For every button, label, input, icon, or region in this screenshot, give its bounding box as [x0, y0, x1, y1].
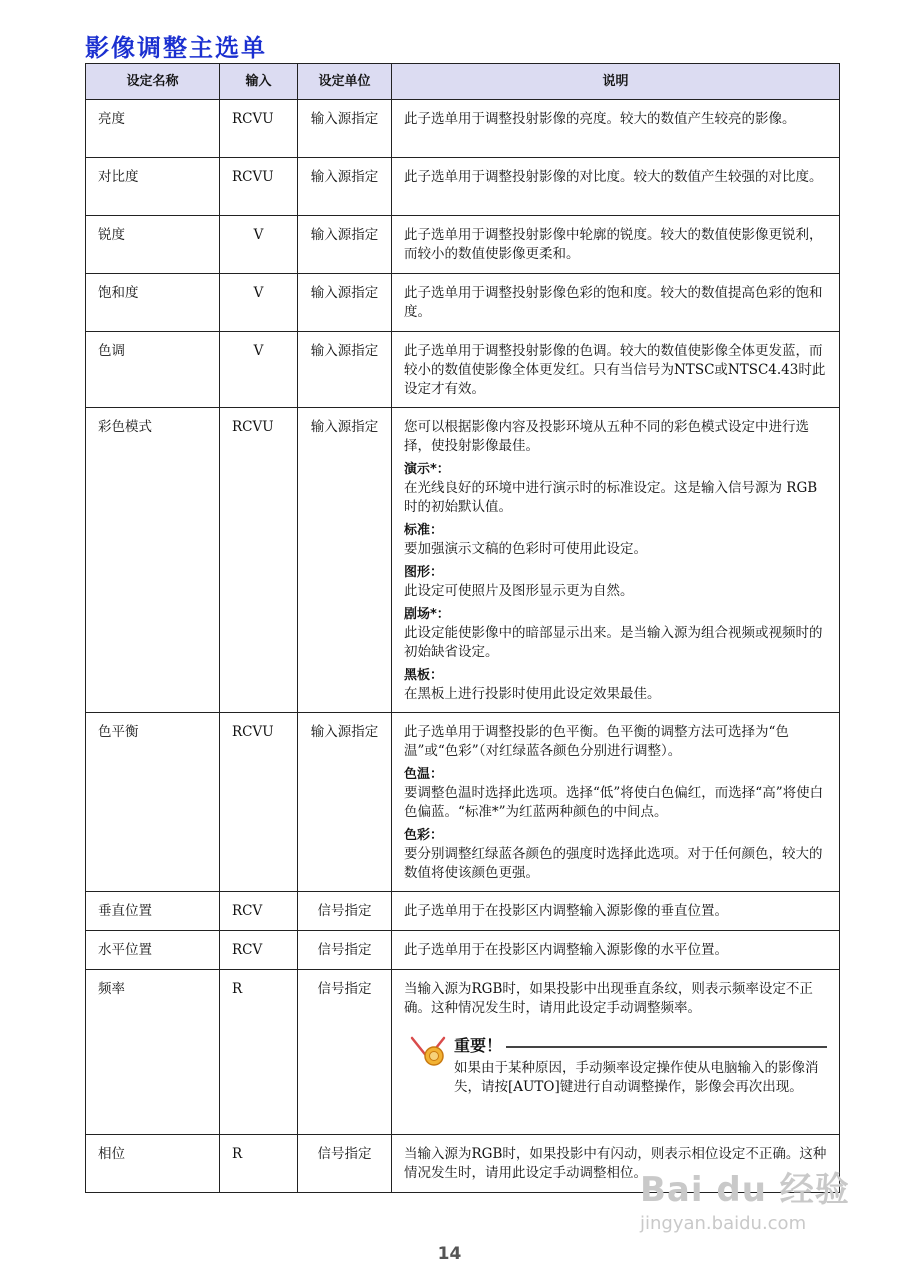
- table-row: [86, 216, 840, 274]
- important-heading: 重要！: [454, 1036, 503, 1055]
- row-unit: 输入源指定: [298, 408, 392, 713]
- row-desc-cell: [392, 970, 840, 1135]
- row-name: 锐度: [86, 216, 220, 274]
- subitem-text: 要调整色温时选择此选项。选择“低”将使白色偏红，而选择“高”将使白色偏蓝。“标准*”为红蓝两种颜色的中间点。: [404, 785, 824, 820]
- row-desc: 此子选单用于调整投影的色平衡。色平衡的调整方法可选择为“色温”或“色彩”（对红绿蓝各颜色分别进行调整）。: [404, 724, 789, 759]
- row-unit: 信号指定: [298, 970, 392, 1135]
- page-title: 影像调整主选单: [85, 34, 267, 62]
- row-unit: 信号指定: [298, 892, 392, 931]
- row-unit: 输入源指定: [298, 713, 392, 892]
- row-name: 水平位置: [86, 931, 220, 970]
- row-input: R: [220, 1135, 298, 1193]
- row-desc: 当输入源为RGB时，如果投影中有闪动，则表示相位设定不正确。这种情况发生时，请用此设定手动调整相位。: [392, 1135, 840, 1193]
- row-desc: 此子选单用于调整投射影像的对比度。较大的数值产生较强的对比度。: [392, 158, 840, 216]
- watermark-logo: Bai du 经验: [640, 1170, 850, 1210]
- table-row: [86, 892, 840, 931]
- row-name: 彩色模式: [86, 408, 220, 713]
- row-name: 垂直位置: [86, 892, 220, 931]
- row-input: RCVU: [220, 100, 298, 158]
- subitem-heading: 图形：: [404, 565, 444, 580]
- subitem-heading: 黑板：: [404, 668, 444, 683]
- row-unit: 输入源指定: [298, 216, 392, 274]
- row-name: 对比度: [86, 158, 220, 216]
- important-text: 如果由于某种原因，手动频率设定操作使从电脑输入的影像消失，请按[AUTO]键进行自动调整操作，影像会再次出现。: [454, 1060, 819, 1095]
- row-input: RCVU: [220, 713, 298, 892]
- header-unit: 设定单位: [298, 64, 392, 100]
- subitem-text: 在光线良好的环境中进行演示时的标准设定。这是输入信号源为 RGB 时的初始默认值。: [404, 480, 818, 515]
- row-desc-cell: [392, 408, 840, 713]
- row-input: RCVU: [220, 158, 298, 216]
- subitem-heading: 演示*：: [404, 462, 450, 477]
- row-desc: 当输入源为RGB时，如果投影中出现垂直条纹，则表示频率设定不正确。这种情况发生时，请用此设定手动调整频率。: [404, 981, 813, 1016]
- table-row: [86, 408, 840, 713]
- table-row: [86, 100, 840, 158]
- row-unit: 输入源指定: [298, 332, 392, 408]
- row-name: 频率: [86, 970, 220, 1135]
- row-name: 饱和度: [86, 274, 220, 332]
- row-unit: 输入源指定: [298, 158, 392, 216]
- row-input: R: [220, 970, 298, 1135]
- subitem-heading: 剧场*：: [404, 607, 450, 622]
- subitem-text: 在黑板上进行投影时使用此设定效果最佳。: [404, 686, 661, 702]
- row-desc: 此子选单用于在投影区内调整输入源影像的水平位置。: [392, 931, 840, 970]
- subitem-heading: 色彩：: [404, 828, 444, 843]
- settings-table: [85, 63, 840, 1193]
- header-name: 设定名称: [86, 64, 220, 100]
- row-name: 色平衡: [86, 713, 220, 892]
- note-divider: [506, 1046, 827, 1048]
- row-unit: 输入源指定: [298, 274, 392, 332]
- table-row: [86, 274, 840, 332]
- page-number: 14: [437, 1244, 462, 1264]
- table-row: [86, 713, 840, 892]
- row-unit: 信号指定: [298, 1135, 392, 1193]
- subitem-heading: 标准：: [404, 523, 444, 538]
- row-input: V: [220, 216, 298, 274]
- row-input: RCVU: [220, 408, 298, 713]
- table-row: [86, 970, 840, 1135]
- row-name: 亮度: [86, 100, 220, 158]
- row-desc: 此子选单用于调整投射影像色彩的饱和度。较大的数值提高色彩的饱和度。: [392, 274, 840, 332]
- row-desc-cell: [392, 713, 840, 892]
- table-row: [86, 931, 840, 970]
- row-input: V: [220, 274, 298, 332]
- table-header-row: [86, 64, 840, 100]
- subitem-heading: 色温：: [404, 767, 444, 782]
- row-input: V: [220, 332, 298, 408]
- important-note: [408, 1036, 827, 1097]
- header-desc: 说明: [392, 64, 840, 100]
- row-name: 色调: [86, 332, 220, 408]
- subitem-text: 要加强演示文稿的色彩时可使用此设定。: [404, 541, 647, 557]
- row-desc: 此子选单用于调整投射影像的亮度。较大的数值产生较亮的影像。: [392, 100, 840, 158]
- subitem-text: 要分别调整红绿蓝各颜色的强度时选择此选项。对于任何颜色，较大的数值将使该颜色更强。: [404, 846, 823, 881]
- watermark-url: jingyan.baidu.com: [640, 1213, 807, 1234]
- header-input: 输入: [220, 64, 298, 100]
- row-input: RCV: [220, 931, 298, 970]
- row-desc: 此子选单用于调整投射影像中轮廓的锐度。较大的数值使影像更锐利，而较小的数值使影像更柔和。: [392, 216, 840, 274]
- subitem-text: 此设定能使影像中的暗部显示出来。是当输入源为组合视频或视频时的初始缺省设定。: [404, 625, 823, 660]
- watermark: [640, 1162, 860, 1242]
- important-icon: [408, 1032, 448, 1068]
- table-row: [86, 158, 840, 216]
- row-desc: 您可以根据影像内容及投影环境从五种不同的彩色模式设定中进行选择，使投射影像最佳。: [404, 419, 809, 454]
- row-unit: 输入源指定: [298, 100, 392, 158]
- row-name: 相位: [86, 1135, 220, 1193]
- table-row: [86, 332, 840, 408]
- row-unit: 信号指定: [298, 931, 392, 970]
- row-desc: 此子选单用于调整投射影像的色调。较大的数值使影像全体更发蓝，而较小的数值使影像全体更发红。只有当信号为NTSC或NTSC4.43时此设定才有效。: [392, 332, 840, 408]
- row-desc: 此子选单用于在投影区内调整输入源影像的垂直位置。: [392, 892, 840, 931]
- subitem-text: 此设定可使照片及图形显示更为自然。: [404, 583, 634, 599]
- row-input: RCV: [220, 892, 298, 931]
